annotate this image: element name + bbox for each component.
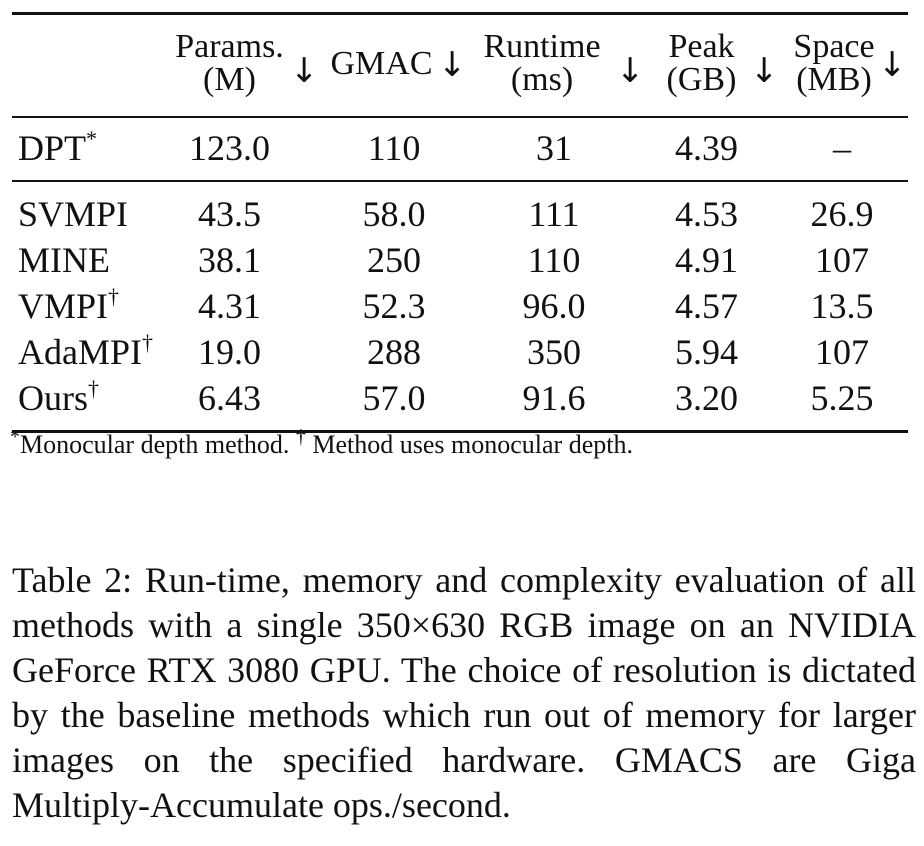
table-caption: Table 2: Run-time, memory and complexity evaluation of all methods with a single 350×630 RGB image on an NVIDIA GeForce RTX 3080 GPU. The choice of resolution is dictated by the baseline methods which run out of memory for larger images on the specified hardware. GMACS are Giga Multiply-Accumulate ops./second. <box>12 560 916 825</box>
header-space-line1: Space <box>793 28 875 65</box>
table-cell: 58.0 <box>362 194 426 234</box>
footnote-text: Method uses monocular depth. <box>305 430 633 459</box>
header-params-line2: (M) <box>203 61 256 98</box>
table-cell: 91.6 <box>522 378 586 418</box>
table-cell: 52.3 <box>362 286 426 326</box>
table-cell: 111 <box>528 194 580 234</box>
header-space-line2: (MB) <box>796 61 872 98</box>
header-space <box>784 30 884 96</box>
top-rule <box>12 12 908 15</box>
table-cell: 107 <box>815 240 869 280</box>
row-method-adampi: AdaMPI† <box>18 330 153 372</box>
row-method-dpt: DPT* <box>18 126 98 168</box>
table-cell: 107 <box>815 332 869 372</box>
mid-rule <box>12 180 908 182</box>
table-cell: 4.53 <box>675 194 738 234</box>
table-cell: 13.5 <box>810 286 874 326</box>
header-params-line1: Params. <box>175 28 284 65</box>
table-cell: 4.39 <box>675 128 738 168</box>
down-arrow-icon: ↓ <box>878 45 907 85</box>
row-method-vmpi: VMPI† <box>18 284 120 326</box>
table-cell: 4.57 <box>675 286 738 326</box>
table-cell: – <box>833 128 851 168</box>
table-cell: 96.0 <box>522 286 586 326</box>
header-params <box>162 30 297 96</box>
header-peak <box>654 30 749 96</box>
table-cell: 110 <box>527 240 581 280</box>
table-cell: 26.9 <box>810 194 874 234</box>
header-runtime-line2: (ms) <box>510 61 574 98</box>
table-cell: 123.0 <box>189 128 270 168</box>
footnote-mark: * <box>10 426 20 448</box>
header-runtime <box>472 30 612 96</box>
row-method-ours: Ours† <box>18 376 99 418</box>
table-cell: 288 <box>367 332 421 372</box>
table-cell: 6.43 <box>198 378 261 418</box>
row-method-mine: MINE <box>18 240 110 280</box>
table-cell: 350 <box>527 332 581 372</box>
table-cell: 43.5 <box>198 194 261 234</box>
down-arrow-icon: ↓ <box>750 51 779 91</box>
down-arrow-icon: ↓ <box>438 45 467 85</box>
down-arrow-icon: ↓ <box>616 51 645 91</box>
header-gmac <box>324 47 439 80</box>
header-rule <box>12 116 908 118</box>
table-cell: 57.0 <box>362 378 426 418</box>
header-peak-line2: (GB) <box>666 61 737 98</box>
table-cell: 5.94 <box>675 332 738 372</box>
table-cell: 4.31 <box>198 286 261 326</box>
footnote-text: Monocular depth method. <box>20 430 296 459</box>
down-arrow-icon: ↓ <box>290 51 319 91</box>
table-cell: 110 <box>367 128 421 168</box>
header-gmac-line1: GMAC <box>330 45 433 82</box>
table-cell: 19.0 <box>198 332 261 372</box>
header-runtime-line1: Runtime <box>483 28 601 65</box>
row-method-svmpi: SVMPI <box>18 194 129 234</box>
table-cell: 250 <box>367 240 421 280</box>
table-cell: 5.25 <box>810 378 874 418</box>
table-footnote <box>10 426 633 460</box>
table-cell: 38.1 <box>198 240 261 280</box>
footnote-mark: † <box>295 426 306 448</box>
table-cell: 4.91 <box>675 240 738 280</box>
header-peak-line1: Peak <box>668 28 735 65</box>
table-cell: 31 <box>536 128 572 168</box>
table-cell: 3.20 <box>675 378 738 418</box>
